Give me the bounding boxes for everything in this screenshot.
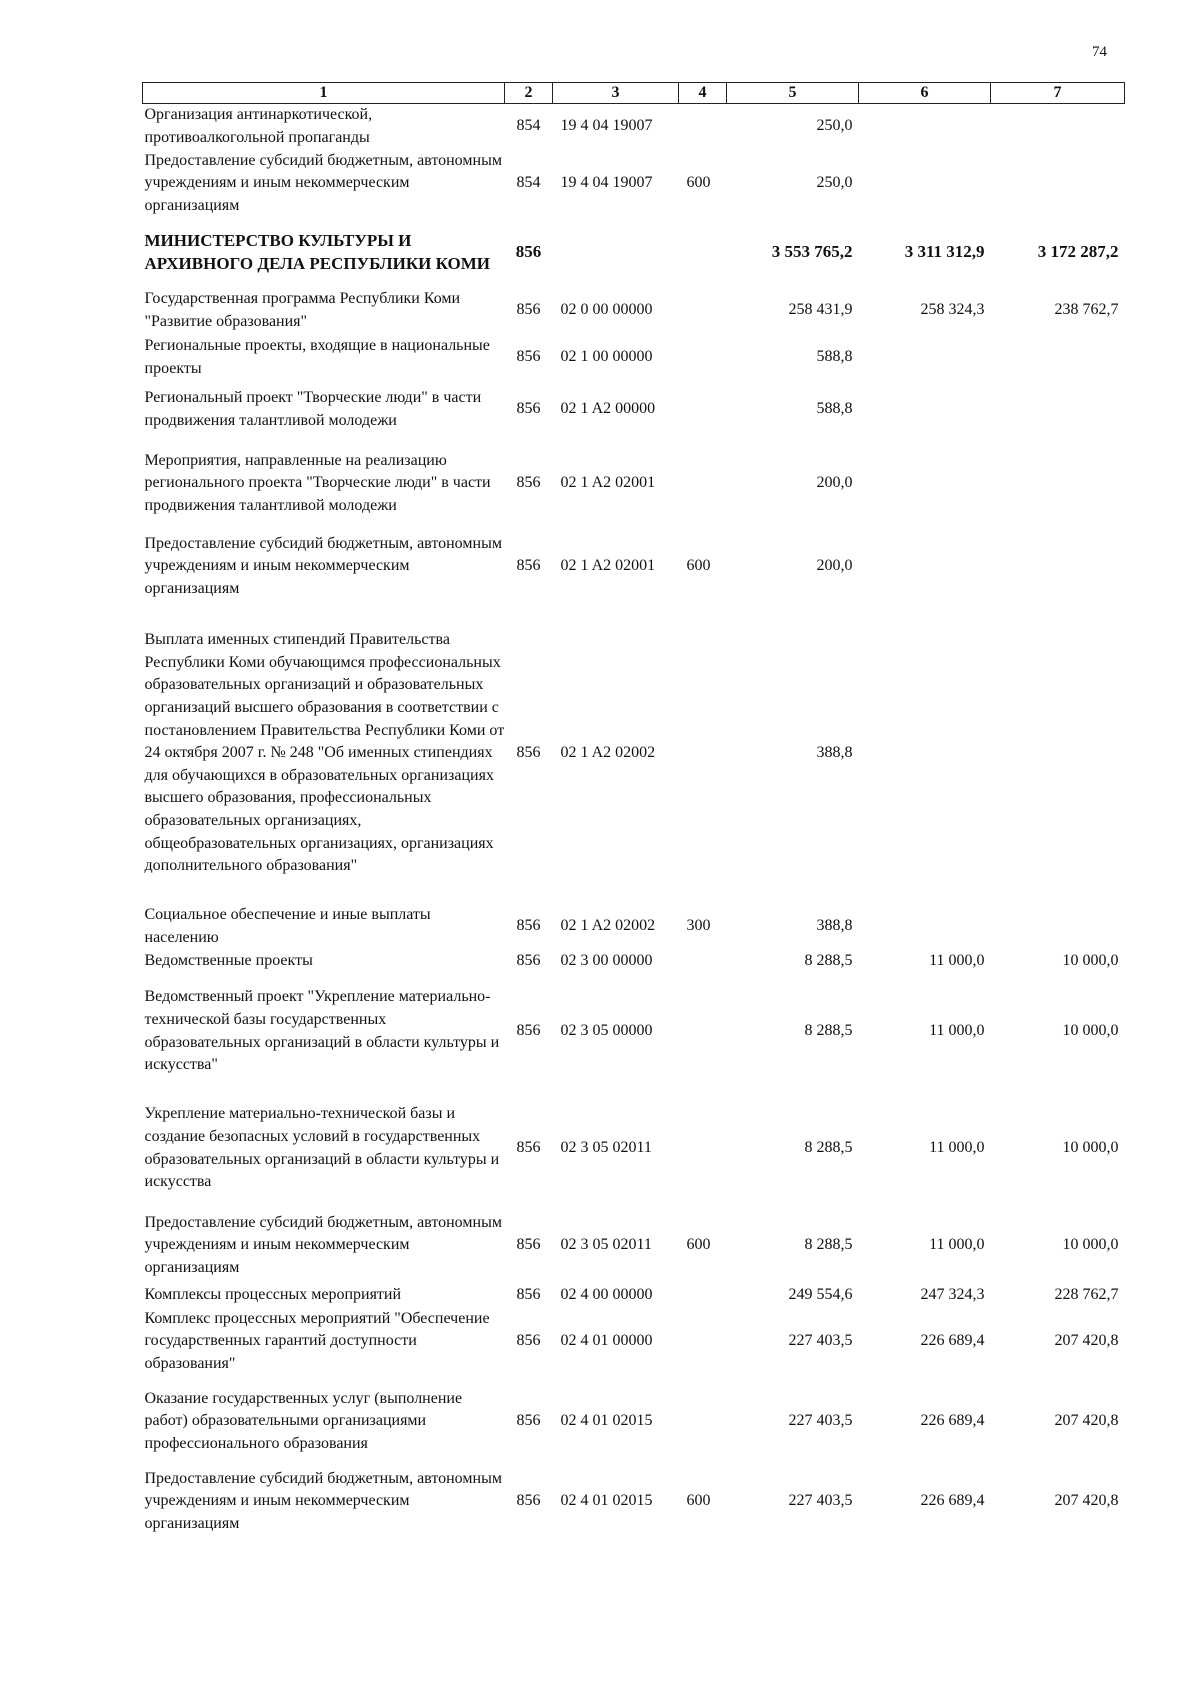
row-ved: 856 — [516, 952, 541, 970]
row-amount-year3: 10 000,0 — [1062, 952, 1119, 970]
row-vr — [679, 1090, 727, 1208]
row-csr: 02 3 00 00000 — [560, 952, 653, 970]
row-amount-year1: 227 403,5 — [788, 1412, 853, 1430]
row-csr: 02 4 01 02015 — [560, 1412, 653, 1430]
column-header: 7 — [991, 83, 1125, 104]
row-name: Ведомственный проект "Укрепление материально-технической базы государственных образовательных организаций в области культуры и искусства" — [144, 988, 500, 1074]
row-name: Предоставление субсидий бюджетным, автономным учреждениям и иным некоммерческим организациям — [144, 1469, 502, 1532]
row-name: Региональный проект "Творческие люди" в части продвижения талантливой молодежи — [144, 388, 482, 429]
table-row — [143, 530, 1125, 604]
row-amount-year2 — [859, 438, 991, 530]
row-amount-year3 — [991, 904, 1125, 950]
row-amount-year3 — [991, 438, 1125, 530]
row-amount-year2 — [859, 104, 991, 150]
row-vr — [679, 950, 727, 974]
row-amount-year3: 3 172 287,2 — [1037, 242, 1119, 262]
row-csr: 02 3 05 02011 — [560, 1236, 652, 1254]
table-row — [143, 288, 1125, 334]
row-amount-year3 — [991, 604, 1125, 904]
row-vr: 600 — [686, 557, 711, 575]
row-amount-year3 — [991, 382, 1125, 438]
row-ved: 856 — [516, 474, 541, 492]
row-amount-year2: 226 689,4 — [920, 1332, 985, 1350]
row-csr: 02 1 A2 02002 — [560, 917, 656, 935]
row-csr — [553, 218, 679, 288]
row-vr: 600 — [686, 1492, 711, 1510]
row-amount-year1: 8 288,5 — [804, 1139, 853, 1157]
row-amount-year2: 258 324,3 — [920, 301, 985, 319]
row-vr — [679, 334, 727, 382]
row-ved: 856 — [516, 348, 541, 366]
row-amount-year1: 388,8 — [816, 917, 853, 935]
row-ved: 856 — [516, 1492, 541, 1510]
row-csr: 02 3 05 02011 — [560, 1139, 652, 1157]
row-ved: 856 — [516, 400, 541, 418]
column-header: 6 — [859, 83, 991, 104]
table-row — [143, 604, 1125, 904]
row-name: Комплекс процессных мероприятий "Обеспечение государственных гарантий доступности образования" — [144, 1309, 490, 1372]
row-amount-year1: 249 554,6 — [788, 1286, 853, 1304]
row-csr: 02 1 A2 02001 — [560, 557, 656, 575]
row-amount-year1: 588,8 — [816, 348, 853, 366]
row-amount-year2: 226 689,4 — [920, 1492, 985, 1510]
row-vr: 600 — [686, 174, 711, 192]
table-row — [143, 974, 1125, 1090]
row-name: Региональные проекты, входящие в национальные проекты — [144, 336, 490, 377]
table-row — [143, 438, 1125, 530]
table-row — [143, 104, 1125, 150]
row-amount-year1: 227 403,5 — [788, 1332, 853, 1350]
row-amount-year1: 227 403,5 — [788, 1492, 853, 1510]
row-amount-year1: 8 288,5 — [804, 1022, 853, 1040]
row-csr: 02 4 00 00000 — [560, 1286, 653, 1304]
column-header: 4 — [679, 83, 727, 104]
row-amount-year3: 207 420,8 — [1054, 1412, 1119, 1430]
table-row — [143, 218, 1125, 288]
row-vr — [679, 438, 727, 530]
row-ved: 854 — [516, 174, 541, 192]
row-name: Предоставление субсидий бюджетным, автономным учреждениям и иным некоммерческим организациям — [144, 1213, 502, 1276]
row-amount-year1: 388,8 — [816, 744, 853, 762]
row-csr: 19 4 04 19007 — [560, 174, 653, 192]
row-name: Комплексы процессных мероприятий — [144, 1286, 402, 1304]
row-vr — [679, 1308, 727, 1376]
row-amount-year3: 10 000,0 — [1062, 1022, 1119, 1040]
row-vr — [679, 382, 727, 438]
row-csr: 02 4 01 00000 — [560, 1332, 653, 1350]
table-row — [143, 1284, 1125, 1308]
row-amount-year2 — [859, 904, 991, 950]
row-amount-year2 — [859, 530, 991, 604]
column-header: 2 — [505, 83, 553, 104]
row-amount-year2 — [859, 334, 991, 382]
table-row — [143, 1308, 1125, 1376]
row-ved: 856 — [516, 1236, 541, 1254]
row-name: Государственная программа Республики Коми "Развитие образования" — [144, 289, 461, 330]
row-amount-year1: 258 431,9 — [788, 301, 853, 319]
row-ved: 856 — [516, 1022, 541, 1040]
row-csr: 02 3 05 00000 — [560, 1022, 653, 1040]
row-ved: 856 — [516, 1332, 541, 1350]
row-amount-year3 — [991, 104, 1125, 150]
row-amount-year3 — [991, 334, 1125, 382]
row-csr: 19 4 04 19007 — [560, 117, 653, 135]
row-amount-year3: 238 762,7 — [1054, 301, 1119, 319]
page-number: 74 — [1092, 44, 1107, 60]
table-row — [143, 1090, 1125, 1208]
row-vr — [679, 104, 727, 150]
row-ved: 856 — [516, 1412, 541, 1430]
row-csr: 02 1 00 00000 — [560, 348, 653, 366]
row-name: Укрепление материально-технической базы и создание безопасных условий в государственных образовательных организаций в области культуры и искусства — [144, 1105, 500, 1191]
row-vr: 600 — [686, 1236, 711, 1254]
column-header: 5 — [727, 83, 859, 104]
column-header: 1 — [143, 83, 505, 104]
row-amount-year3: 10 000,0 — [1062, 1139, 1119, 1157]
row-name: Социальное обеспечение и иные выплаты населению — [144, 905, 431, 946]
row-amount-year2 — [859, 604, 991, 904]
row-amount-year1: 3 553 765,2 — [771, 242, 853, 262]
row-amount-year1: 588,8 — [816, 400, 853, 418]
row-amount-year2: 11 000,0 — [929, 1139, 985, 1157]
row-name: МИНИСТЕРСТВО КУЛЬТУРЫ И АРХИВНОГО ДЕЛА РЕСПУБЛИКИ КОМИ — [144, 230, 491, 273]
row-amount-year2: 11 000,0 — [929, 1236, 985, 1254]
row-ved: 856 — [516, 1286, 541, 1304]
table-row — [143, 382, 1125, 438]
row-ved: 856 — [516, 917, 541, 935]
row-csr: 02 1 A2 02002 — [560, 744, 656, 762]
row-ved: 856 — [516, 744, 541, 762]
row-amount-year3 — [991, 530, 1125, 604]
row-amount-year3: 228 762,7 — [1054, 1286, 1119, 1304]
row-vr — [679, 288, 727, 334]
row-amount-year1: 250,0 — [816, 117, 853, 135]
table-row — [143, 150, 1125, 218]
row-amount-year2: 226 689,4 — [920, 1412, 985, 1430]
row-amount-year1: 8 288,5 — [804, 1236, 853, 1254]
row-name: Предоставление субсидий бюджетным, автономным учреждениям и иным некоммерческим организациям — [144, 151, 502, 214]
row-ved: 856 — [516, 301, 541, 319]
row-name: Мероприятия, направленные на реализацию регионального проекта "Творческие люди" в части продвижения талантливой молодежи — [144, 451, 491, 514]
row-amount-year1: 250,0 — [816, 174, 853, 192]
table-row — [143, 1468, 1125, 1536]
row-amount-year1: 8 288,5 — [804, 952, 853, 970]
row-vr — [679, 1284, 727, 1308]
row-name: Предоставление субсидий бюджетным, автономным учреждениям и иным некоммерческим организациям — [144, 534, 502, 597]
row-csr: 02 4 01 02015 — [560, 1492, 653, 1510]
row-csr: 02 0 00 00000 — [560, 301, 653, 319]
row-vr — [679, 1376, 727, 1468]
row-amount-year3: 207 420,8 — [1054, 1492, 1119, 1510]
row-ved: 854 — [516, 117, 541, 135]
row-amount-year2 — [859, 382, 991, 438]
row-name: Организация антинаркотической, противоалкогольной пропаганды — [144, 106, 373, 146]
budget-table — [142, 82, 1125, 1536]
row-amount-year3 — [991, 150, 1125, 218]
row-amount-year2: 247 324,3 — [920, 1286, 985, 1304]
row-ved: 856 — [516, 557, 541, 575]
table-row — [143, 334, 1125, 382]
row-ved: 856 — [516, 1139, 541, 1157]
row-amount-year1: 200,0 — [816, 474, 853, 492]
table-row — [143, 950, 1125, 974]
row-amount-year1: 200,0 — [816, 557, 853, 575]
row-vr — [679, 604, 727, 904]
row-name: Ведомственные проекты — [144, 952, 313, 970]
row-amount-year2: 11 000,0 — [929, 952, 985, 970]
row-vr: 300 — [686, 917, 711, 935]
table-row — [143, 1208, 1125, 1284]
table-header-row — [143, 83, 1125, 104]
row-vr — [679, 974, 727, 1090]
row-amount-year2: 11 000,0 — [929, 1022, 985, 1040]
row-amount-year2 — [859, 150, 991, 218]
row-amount-year3: 10 000,0 — [1062, 1236, 1119, 1254]
row-vr — [679, 218, 727, 288]
row-amount-year2: 3 311 312,9 — [904, 242, 985, 262]
row-name: Выплата именных стипендий Правительства Республики Коми обучающимся профессиональных образовательных организаций и образовательных организаций высшего образования в соответствии с постановлением Правительства Республики Коми от 24 октября 2007 г. № 248 "Об именных стипендиях для обучающихся в образовательных организациях высшего образования, профессиональных образовательных организациях, общеобразовательных организациях, организациях дополнительного образования" — [144, 631, 505, 875]
table-row — [143, 1376, 1125, 1468]
table-row — [143, 904, 1125, 950]
row-csr: 02 1 A2 02001 — [560, 474, 656, 492]
row-name: Оказание государственных услуг (выполнение работ) образовательными организациями профессионального образования — [144, 1389, 463, 1452]
row-csr: 02 1 A2 00000 — [560, 400, 656, 418]
column-header: 3 — [553, 83, 679, 104]
row-amount-year3: 207 420,8 — [1054, 1332, 1119, 1350]
row-ved: 856 — [515, 242, 542, 262]
